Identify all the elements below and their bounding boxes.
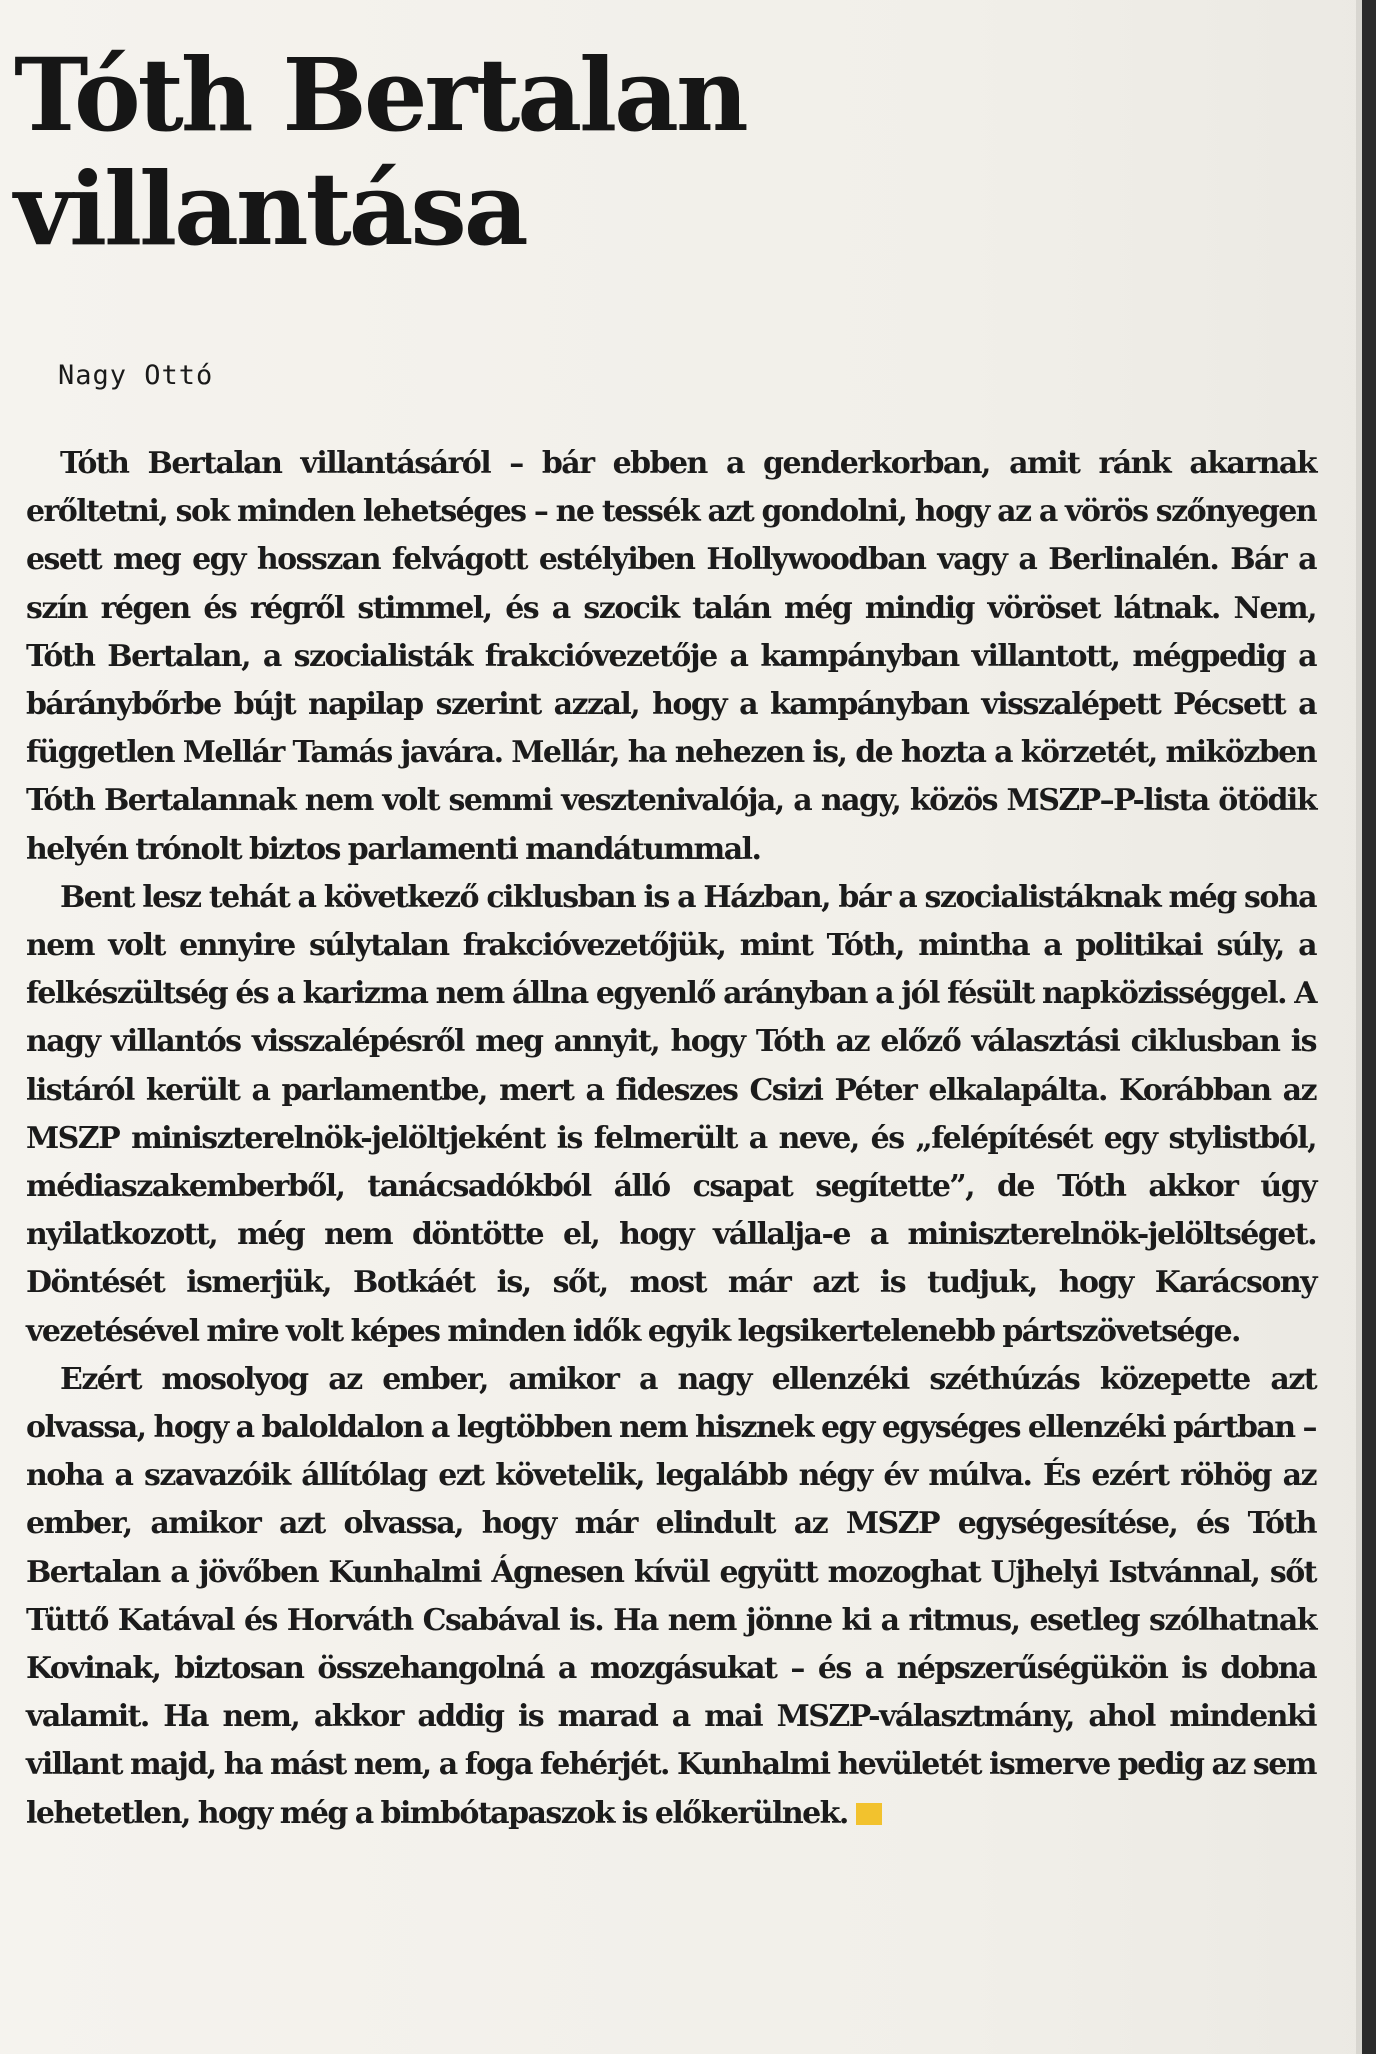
article-author: Nagy Ottó bbox=[58, 360, 214, 391]
scan-border bbox=[1362, 0, 1376, 2054]
article-paragraph-1: Tóth Bertalan villantásáról – bár ebben a genderkorban, amit ránk akarnak erőltetni, sok minden lehetséges – ne tessék azt gondolni, hogy az a vörös szőnyegen esett meg egy hosszan felvágott estélyiben Hollywoodban vagy a Berlinalén. Bár a szín régen és régről stimmel, és a szocik talán még mindig vöröset látnak. Nem, Tóth Bertalan, a szocialisták frakcióvezetője a kampányban villantott, mégpedig a báránybőrbe bújt napilap szerint azzal, hogy a kampányban visszalépett Pécsett a független Mellár Tamás javára. Mellár, ha nehezen is, de hozta a körzetét, miközben Tóth Bertalannak nem volt semmi vesztenivalója, a nagy, közös MSZP–P-lista ötödik helyén trónolt biztos parlamenti mandátummal. bbox=[26, 446, 1316, 867]
article-paragraph-3-text: Ezért mosolyog az ember, amikor a nagy ellenzéki széthúzás közepette azt olvassa, hogy a baloldalon a legtöbben nem hisznek egy egységes ellenzéki pártban – noha a szavazóik állítólag ezt követelik, legalább négy év múlva. És ezért röhög az ember, amikor azt olvassa, hogy már elindult az MSZP egységesítése, és Tóth Bertalan a jövőben Kunhalmi Ágnesen kívül együtt mozoghat Ujhelyi Istvánnal, sőt Tüttő Katával és Horváth Csabával is. Ha nem jönne ki a ritmus, esetleg szólhatnak Kovinak, biztosan összehangolná a mozgásukat – és a népszerűségükön is dobna valamit. Ha nem, akkor addig is marad a mai MSZP-választmány, ahol mindenki villant majd, ha mást nem, a foga fehérjét. Kunhalmi hevületét ismerve pedig az sem lehetetlen, hogy még a bimbótapaszok is előkerülnek. bbox=[26, 1361, 1316, 1831]
article-paragraph-2: Bent lesz tehát a következő ciklusban is a Házban, bár a szocialistáknak még soha nem volt ennyire súlytalan frakcióvezetőjük, mint Tóth, mintha a politikai súly, a felkészültség és a karizma nem állna egyenlő arányban a jól fésült napközisséggel. A nagy villantós visszalépésről meg annyit, hogy Tóth az előző választási ciklusban is listáról került a parlamentbe, mert a fideszes Csizi Péter elkalapálta. Korábban az MSZP miniszterelnök-jelöltjeként is felmerült a neve, és „felépítését egy stylistból, médiaszakemberből, tanácsadókból álló csapat segítette”, de Tóth akkor úgy nyilatkozott, még nem döntötte el, hogy vállalja-e a miniszterelnök-jelöltséget. Döntését ismerjük, Botkáét is, sőt, most már azt is tudjuk, hogy Karácsony vezetésével mire volt képes minden idők egyik legsikertelenebb pártszövetsége. bbox=[26, 879, 1316, 1349]
article-title-line-2: villantása bbox=[14, 150, 526, 268]
end-of-article-mark-icon bbox=[856, 1803, 882, 1825]
article-title bbox=[14, 38, 914, 266]
article-title-line-1: Tóth Bertalan bbox=[14, 36, 746, 154]
article-paragraph-3 bbox=[26, 1356, 1316, 1838]
article-body bbox=[26, 440, 1316, 1838]
